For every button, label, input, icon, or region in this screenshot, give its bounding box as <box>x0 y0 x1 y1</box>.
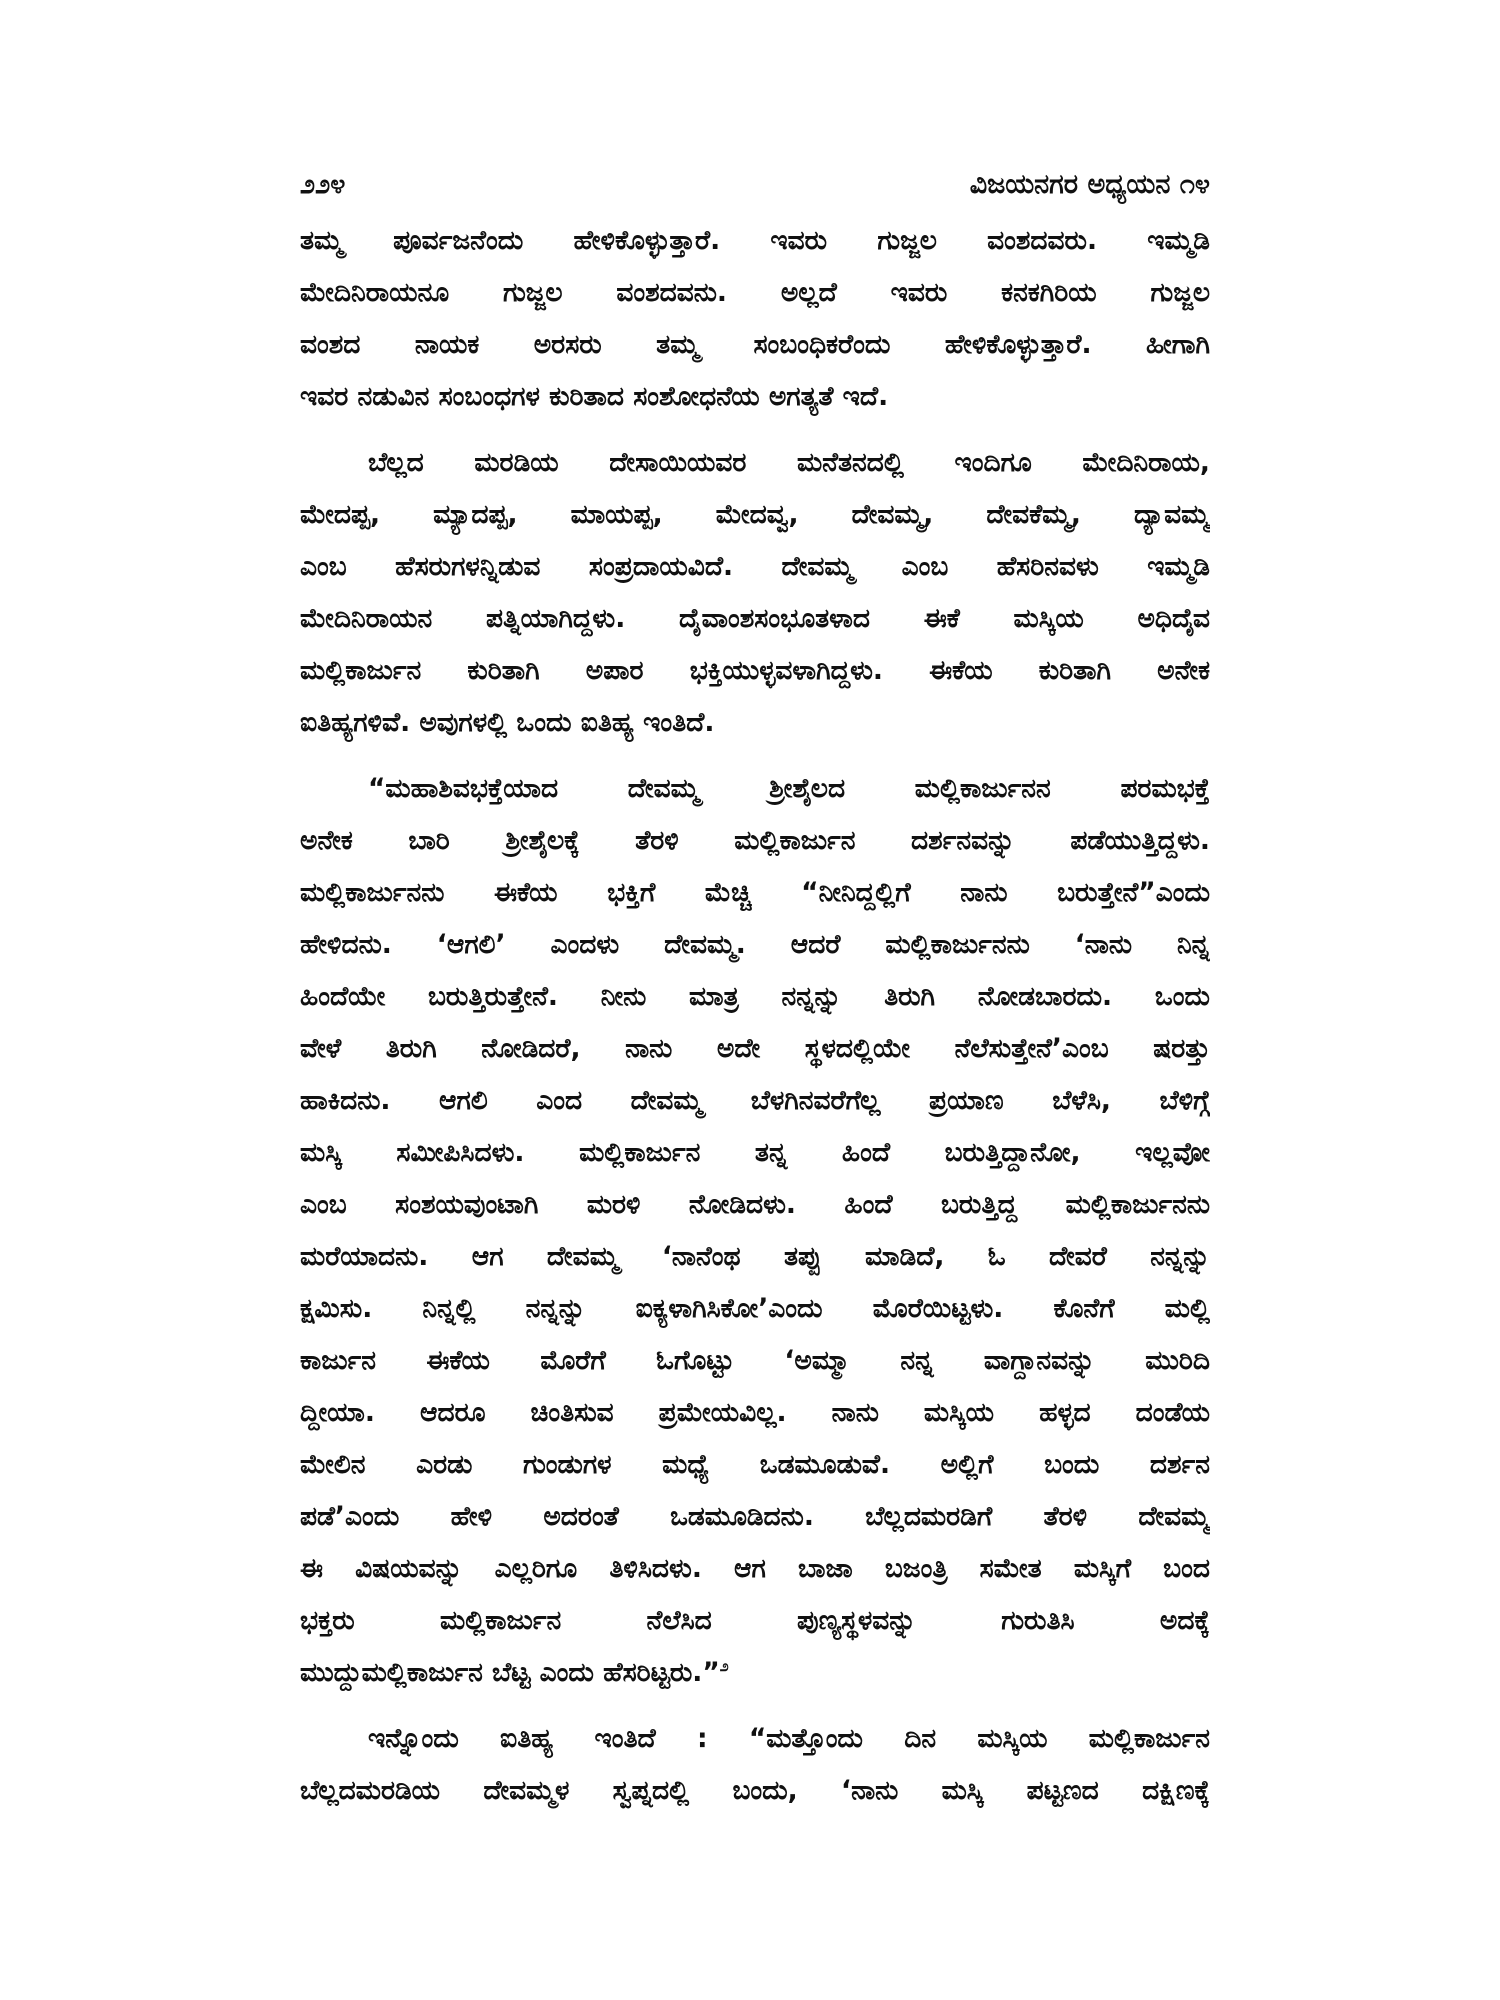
paragraph-1 <box>300 215 1210 423</box>
text-line: ದ್ದೀಯಾ. ಆದರೂ ಚಿಂತಿಸುವ ಪ್ರಮೇಯವಿಲ್ಲ. ನಾನು ಮಸ್ಕಿಯ ಹಳ್ಳದ ದಂಡೆಯ <box>300 1397 1210 1428</box>
text-line: ಬೆಲ್ಲದ ಮರಡಿಯ ದೇಸಾಯಿಯವರ ಮನೆತನದಲ್ಲಿ ಇಂದಿಗೂ ಮೇದಿನಿರಾಯ, <box>368 447 1210 478</box>
paragraph-3 <box>300 763 1210 1699</box>
page-number: ೨೨೪ <box>300 169 346 200</box>
text-line: ಪಡೆ’ಎಂದು ಹೇಳಿ ಅದರಂತೆ ಒಡಮೂಡಿದನು. ಬೆಲ್ಲದಮರಡಿಗೆ ತೆರಳಿ ದೇವಮ್ಮ <box>300 1501 1210 1532</box>
text-line-with-footnote <box>300 1647 1210 1699</box>
text-line: ಮಲ್ಲಿಕಾರ್ಜುನನು ಈಕೆಯ ಭಕ್ತಿಗೆ ಮೆಚ್ಚಿ “ನೀನಿದ್ದಲ್ಲಿಗೆ ನಾನು ಬರುತ್ತೇನೆ”ಎಂದು <box>300 877 1210 908</box>
text-line-content: ಮುದ್ದುಮಲ್ಲಿಕಾರ್ಜುನ ಬೆಟ್ಟ ಎಂದು ಹೆಸರಿಟ್ಟರು.” <box>300 1657 720 1688</box>
paragraph-2 <box>300 437 1210 749</box>
body-text <box>300 215 1210 1831</box>
footnote-marker[interactable]: ೨ <box>719 1656 729 1676</box>
text-line: ಮೇದಿನಿರಾಯನ ಪತ್ನಿಯಾಗಿದ್ದಳು. ದೈವಾಂಶಸಂಭೂತಳಾದ ಈಕೆ ಮಸ್ಕಿಯ ಅಧಿದೈವ <box>300 603 1210 634</box>
text-line: ಕಾರ್ಜುನ ಈಕೆಯ ಮೊರೆಗೆ ಓಗೊಟ್ಟು ‘ಅಮ್ಮಾ ನನ್ನ ವಾಗ್ದಾನವನ್ನು ಮುರಿದಿ <box>300 1345 1210 1376</box>
text-line: ತಮ್ಮ ಪೂರ್ವಜನೆಂದು ಹೇಳಿಕೊಳ್ಳುತ್ತಾರೆ. ಇವರು ಗುಜ್ಜಲ ವಂಶದವರು. ಇಮ್ಮಡಿ <box>300 225 1210 256</box>
paragraph-4 <box>300 1713 1210 1817</box>
running-title: ವಿಜಯನಗರ ಅಧ್ಯಯನ ೧೪ <box>969 169 1210 200</box>
text-line: ಹೇಳಿದನು. ‘ಆಗಲಿ’ ಎಂದಳು ದೇವಮ್ಮ. ಆದರೆ ಮಲ್ಲಿಕಾರ್ಜುನನು ‘ನಾನು ನಿನ್ನ <box>300 929 1210 960</box>
text-line: ಐತಿಹ್ಯಗಳಿವೆ. ಅವುಗಳಲ್ಲಿ ಒಂದು ಐತಿಹ್ಯ ಇಂತಿದೆ. <box>300 707 715 738</box>
text-line: ಈ ವಿಷಯವನ್ನು ಎಲ್ಲರಿಗೂ ತಿಳಿಸಿದಳು. ಆಗ ಬಾಜಾ ಬಜಂತ್ರಿ ಸಮೇತ ಮಸ್ಕಿಗೆ ಬಂದ <box>300 1553 1210 1584</box>
text-line: ಮೇಲಿನ ಎರಡು ಗುಂಡುಗಳ ಮಧ್ಯೆ ಒಡಮೂಡುವೆ. ಅಲ್ಲಿಗೆ ಬಂದು ದರ್ಶನ <box>300 1449 1210 1480</box>
text-line: ವಂಶದ ನಾಯಕ ಅರಸರು ತಮ್ಮ ಸಂಬಂಧಿಕರೆಂದು ಹೇಳಿಕೊಳ್ಳುತ್ತಾರೆ. ಹೀಗಾಗಿ <box>300 329 1210 360</box>
text-line: ಮರೆಯಾದನು. ಆಗ ದೇವಮ್ಮ ‘ನಾನೆಂಥ ತಪ್ಪು ಮಾಡಿದೆ, ಓ ದೇವರೆ ನನ್ನನ್ನು <box>300 1241 1210 1272</box>
text-line: ಕ್ಷಮಿಸು. ನಿನ್ನಲ್ಲಿ ನನ್ನನ್ನು ಐಕ್ಯಳಾಗಿಸಿಕೋ’ಎಂದು ಮೊರೆಯಿಟ್ಟಳು. ಕೊನೆಗೆ ಮಲ್ಲಿ <box>300 1293 1210 1324</box>
text-line: ಬೆಲ್ಲದಮರಡಿಯ ದೇವಮ್ಮಳ ಸ್ವಪ್ನದಲ್ಲಿ ಬಂದು, ‘ನಾನು ಮಸ್ಕಿ ಪಟ್ಟಣದ ದಕ್ಷಿಣಕ್ಕೆ <box>300 1775 1210 1806</box>
running-head <box>300 160 1210 210</box>
text-line: ವೇಳೆ ತಿರುಗಿ ನೋಡಿದರೆ, ನಾನು ಅದೇ ಸ್ಥಳದಲ್ಲಿಯೇ ನೆಲೆಸುತ್ತೇನೆ’ಎಂಬ ಷರತ್ತು <box>300 1033 1210 1064</box>
text-line: ಹಾಕಿದನು. ಆಗಲಿ ಎಂದ ದೇವಮ್ಮ ಬೆಳಗಿನವರೆಗೆಲ್ಲ ಪ್ರಯಾಣ ಬೆಳೆಸಿ, ಬೆಳಿಗ್ಗೆ <box>300 1085 1210 1116</box>
text-line: ಭಕ್ತರು ಮಲ್ಲಿಕಾರ್ಜುನ ನೆಲೆಸಿದ ಪುಣ್ಯಸ್ಥಳವನ್ನು ಗುರುತಿಸಿ ಅದಕ್ಕೆ <box>300 1605 1210 1636</box>
text-line: ಮೇದಿನಿರಾಯನೂ ಗುಜ್ಜಲ ವಂಶದವನು. ಅಲ್ಲದೆ ಇವರು ಕನಕಗಿರಿಯ ಗುಜ್ಜಲ <box>300 277 1210 308</box>
text-line: ಹಿಂದೆಯೇ ಬರುತ್ತಿರುತ್ತೇನೆ. ನೀನು ಮಾತ್ರ ನನ್ನನ್ನು ತಿರುಗಿ ನೋಡಬಾರದು. ಒಂದು <box>300 981 1210 1012</box>
text-line: ಮೇದಪ್ಪ, ಮ್ಯಾದಪ್ಪ, ಮಾಯಪ್ಪ, ಮೇದವ್ವ, ದೇವಮ್ಮ, ದೇವಕೆಮ್ಮ, ದ್ಯಾವಮ್ಮ <box>300 499 1210 530</box>
text-line: ಮಸ್ಕಿ ಸಮೀಪಿಸಿದಳು. ಮಲ್ಲಿಕಾರ್ಜುನ ತನ್ನ ಹಿಂದೆ ಬರುತ್ತಿದ್ದಾನೋ, ಇಲ್ಲವೋ <box>300 1137 1210 1168</box>
text-line: ಇನ್ನೊಂದು ಐತಿಹ್ಯ ಇಂತಿದೆ : “ಮತ್ತೊಂದು ದಿನ ಮಸ್ಕಿಯ ಮಲ್ಲಿಕಾರ್ಜುನ <box>368 1723 1210 1754</box>
text-line: ಇವರ ನಡುವಿನ ಸಂಬಂಧಗಳ ಕುರಿತಾದ ಸಂಶೋಧನೆಯ ಅಗತ್ಯತೆ ಇದೆ. <box>300 381 889 412</box>
text-line: ಅನೇಕ ಬಾರಿ ಶ್ರೀಶೈಲಕ್ಕೆ ತೆರಳಿ ಮಲ್ಲಿಕಾರ್ಜುನ ದರ್ಶನವನ್ನು ಪಡೆಯುತ್ತಿದ್ದಳು. <box>300 825 1210 856</box>
text-line: ಎಂಬ ಸಂಶಯವುಂಟಾಗಿ ಮರಳಿ ನೋಡಿದಳು. ಹಿಂದೆ ಬರುತ್ತಿದ್ದ ಮಲ್ಲಿಕಾರ್ಜುನನು <box>300 1189 1210 1220</box>
text-line: ಮಲ್ಲಿಕಾರ್ಜುನ ಕುರಿತಾಗಿ ಅಪಾರ ಭಕ್ತಿಯುಳ್ಳವಳಾಗಿದ್ದಳು. ಈಕೆಯ ಕುರಿತಾಗಿ ಅನೇಕ <box>300 655 1210 686</box>
text-line: “ಮಹಾಶಿವಭಕ್ತೆಯಾದ ದೇವಮ್ಮ ಶ್ರೀಶೈಲದ ಮಲ್ಲಿಕಾರ್ಜುನನ ಪರಮಭಕ್ತೆ <box>368 773 1210 804</box>
text-line: ಎಂಬ ಹೆಸರುಗಳನ್ನಿಡುವ ಸಂಪ್ರದಾಯವಿದೆ. ದೇವಮ್ಮ ಎಂಬ ಹೆಸರಿನವಳು ಇಮ್ಮಡಿ <box>300 551 1210 582</box>
